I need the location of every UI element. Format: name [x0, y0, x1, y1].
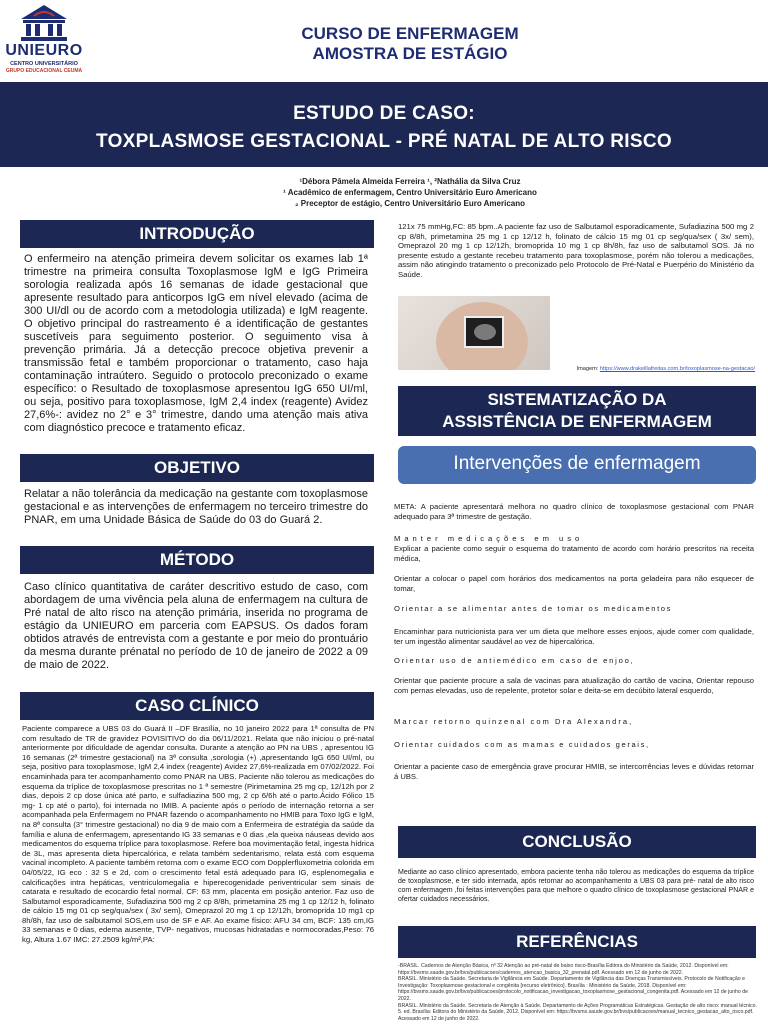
conclusao-heading: CONCLUSÃO	[398, 826, 756, 858]
objetivo-text: Relatar a não tolerância da medicação na gestante com toxoplasmose gestacional e as intervenções de enfermagem no terceiro trimestre do PNAR, em uma Unidade Básica de Saúde do 03 do Guará 2.	[24, 488, 368, 526]
course-title	[160, 24, 660, 64]
title-banner	[0, 82, 768, 167]
course-line-2: AMOSTRA DE ESTÁGIO	[312, 44, 508, 63]
metodo-text: Caso clínico quantitativa de caráter descritivo estudo de caso, com abordagem de uma vivência pela aluna de enfermagem na cultura de Pré natal de alto risco na atenção primária, inserida no programa de estágio da UNIEURO em parceria com EAPSUS. Os dados foram obtidos através de entrevista com a gestante e por meio do prontuário da mesma durante prénatal no período de 10 de janeiro de 2022 a 09 de maio de 2022.	[24, 581, 368, 671]
objetivo-heading: OBJETIVO	[20, 454, 374, 482]
sae-item-10: Orientar a paciente caso de emergência grave procurar HMIB, se intercorrências leves e dúvidas retornar á UBS.	[394, 762, 754, 781]
caso-clinico-continuation: 121x 75 mmHg,FC: 85 bpm..A paciente faz uso de Salbutamol esporadicamente, Sufadiazina 500 mg 2 cp 8/8h, primetamina 25 mg 1 cp 12/12 h, folinato de cálcio 15 mg 01 cp seg/qua/sex ( 3x/ sem), Omeprazol 20 mg 1 cp 12/12h, bromoprida 10 mg 1 cp 8h/8h, faz uso de salbutamol SOS. Já no presente estudo a gestante recebeu tratamento para toxoplasmose, porém não tolerou a medicações, assim não atingindo tratamento o preconizado pelo Protocolo de Pré-Natal e Puerpério do Ministério da Saúde.	[398, 222, 754, 279]
author-affiliation-1: ¹ Acadêmico de enfermagem, Centro Universitário Euro Americano	[283, 188, 537, 197]
sae-item-3: Orientar a colocar o papel com horários dos medicamentos na porta geladeira para não esquecer de tomar,	[394, 574, 754, 593]
image-source-link[interactable]: https://www.drakeillafreitas.com.br/toxoplasmose-na-gestacao/	[599, 366, 755, 372]
authors-names: ¹Débora Pâmela Almeida Ferreira ¹, ²Nathália da Silva Cruz	[299, 177, 521, 186]
image-caption-prefix: Imagem:	[576, 366, 600, 372]
title-line-2: TOXPLASMOSE GESTACIONAL - PRÉ NATAL DE ALTO RISCO	[96, 131, 672, 152]
introducao-text: O enfermeiro na atenção primeira devem solicitar os exames lab 1ª trimestre na primeira consulta Toxoplasmose IgM e IgG Primeira sorologia realizada após 16 semanas de idade gestacional que apresente resultado para anticorpos IgG em nível elevado (acima de 300 UI/dl ou de acordo com a metodologia utilizada) e IgM reagente. O objetivo principal do rastreamento é a identificação de gestantes suscetíveis para seguimento posterior. O seguimento visa à prevenção primária. Já a detecção precoce objetiva prevenir a transmissão fetal e também proporcionar o tratamento, caso haja contaminação intraútero. Seguido o protocolo preconizado o exame específico: o Resultado de toxoplasmose apresentou IgG 650 UI/ml, ou seja, positivo para toxoplasmose, IgM 2,4 index (reagente) Avidez 27,6%-: avidez no 2° e 3° trimestre, dando uma atenção mais ativa com diagnóstico precoce e tratamento eficaz.	[24, 253, 368, 434]
sae-item-1: Manter medicações em uso	[394, 534, 584, 543]
poster-title	[0, 100, 768, 156]
ultrasound-image-icon	[464, 316, 504, 348]
metodo-heading: MÉTODO	[20, 546, 374, 574]
introducao-heading: INTRODUÇÃO	[20, 220, 374, 248]
reference-item: -BRASIL. Cadernos de Atenção Básica, nº 32 Atenção ao pré-natal de baixo risco-Brasília Editora do Ministério da Saúde, 2012. Disponível em: https://bvsms.saude.gov.br/bvs/publicacoes/cadernos_atencao_basica_32_prenatal.pdf. Acessado em 12 de junho de 2022.	[398, 963, 729, 976]
ultrasound-photo	[398, 296, 550, 370]
sae-meta: META: A paciente apresentará melhora no quadro clínico de toxoplasmose gestacional com PNAR adequado para 3ª trimestre de gestação.	[394, 502, 754, 521]
sae-item-5: Encaminhar para nutricionista para ver um dieta que melhore esses enjoos, ajude comer com qualidade, ter um ingestão alimentar saudável ao vez de hipercalórica.	[394, 627, 754, 646]
poster-header	[0, 0, 768, 82]
caso-clinico-text: Paciente comparece a UBS 03 do Guará II –DF Brasília, no 10 janeiro 2022 para 1ª consulta de PN com resultado de TR de gravidez POVISITIVO do dia 06/11/2021. Relata que não iniciou o pré-natal anteriormente por dificuldade de agendar consulta. Durante a atenção ao PN na UBS , apresentou IG 16 semanas (2ª trimestre gestacional) na 3ª consulta ,sorologia (+) ,apresentando IgG 650 UI/ml, ou seja, positivo para toxoplasmose, IgM 2,4 index (reagente) Avidez 27,6%-realizada em 07/02/2022. Foi encaminhada para ter acompanhamento como PNAR na UBS. Paciente não tolerou as medicações do esquema da tríplice de toxoplasmose prescritas no 1 ª semestre (Pirimetamina 25 mg cp, 12/12h por 2 dias, depois 2 cp dose única até parto, e sulfadiazina 500 mg, 2 cp 6/6h até o parto.Ácido Fólico 15 mg- 1 cp até o parto), foi internada no IMIB. A paciente após o período de internação retorna a ser acompanhada pela Enfermagem no PNAR fazendo o acompanhamento no HMIB para Toxo IgG e IgM, na 8ª consulta (3° trimestre gestacional) no dia 9 de maio com a Enfermeira de estratégia da saúde da família e aluna de enfermagem, apresentando IG 33 semanas e 0 dias ,ela queixa náuseas devido aos medicamentos do esquema tríplice para toxoplasmose. Refere boa movimentação fetal, ingesta hídrica de 3L, mas apresenta dieta hipercalórica, e relata também sedentarismo, relata está com esquema vacinal incompleto. A paciente também retorna com o exame ECO com Dopplerfluxometria colorida em 04/05/22, IG eco : 32 S e 2d, com o crescimento fetal está adequado para IG, esplenomegalia e calcificações intra hepáticas, ventriculomegalia e hiperecogenidade periventricular sem sinais de catarata e resultado de ecocardio fetal normal. CF: 63 mm, placenta em posição anterior. Faz uso de Salbutamol esporadicamente, Sufadiazina 500 mg 2 cp 8/8h, primetamina 25 mg 1 cp 12/12 h, folinato de cálcio 15 mg 01 cp seg/qua/sex ( 3x/ sem), Omeprazol 20 mg 1 cp 12/12h, bromoprida 10 mg1 cp 8h/8h, faz uso de salbutamol SOS,em uso de SF e AF. Ao exame físico: AFU 34 cm, BCF: 135 cm,IG 33 semanas e 0 dias, edema ausente, TVP- negativos, mucosas hidratadas e normocoradas,Peso: 76 kg, Altura 1.67 IMC: 27.2509 kg/m²,PA:	[22, 724, 374, 945]
sae-item-8: Marcar retorno quinzenal com Dra Alexandra,	[394, 717, 634, 726]
reference-item: BRASIL. Ministério da Saúde. Secretaria de Atenção à Saúde. Departamento de Ações Programáticas Estratégicas. Gestação de alto risco: manual técnico. 5. ed. Brasília: Editora do Ministério da Saúde, 2012. Disponível em: https://bvsms.saude.gov.br/bvs/publicacoes/manual_tecnico_gestacao_alto_risco.pdf. Acessado em 12 de junho de 2022.	[398, 1002, 757, 1022]
logo-subtitle: CENTRO UNIVERSITÁRIO	[10, 61, 78, 67]
caso-clinico-heading: CASO CLÍNICO	[20, 692, 374, 720]
sae-item-2: Explicar a paciente como seguir o esquema do tratamento de acordo com horário prescritos na receita médica,	[394, 544, 754, 563]
course-line-1: CURSO DE ENFERMAGEM	[301, 24, 519, 43]
authors-block	[200, 176, 620, 209]
sae-item-4: Orientar a se alimentar antes de tomar os medicamentos	[394, 604, 673, 613]
sae-item-7: Orientar que paciente procure a sala de vacinas para atualização do cartão de vacina, Orientar repouso com pernas elevadas, uso de repelente, protetor solar e deita-se em decúbito lateral esquerdo,	[394, 676, 754, 695]
image-caption	[535, 366, 755, 372]
sae-heading-line-1: SISTEMATIZAÇÃO DA	[487, 390, 667, 409]
sae-item-6: Orientar uso de antiemédico em caso de enjoo,	[394, 656, 635, 665]
logo-name: UNIEURO	[5, 42, 83, 59]
sae-heading-line-2: ASSISTÊNCIA DE ENFERMAGEM	[442, 412, 712, 431]
sae-heading	[398, 386, 756, 436]
conclusao-text: Mediante ao caso clínico apresentado, embora paciente tenha não tolerou as medicações do esquema da tríplice de toxoplasmose, e ter sido internada, após retornar ao acompanhamento a UBS 03 para pré- natal de alto risco com enfermagem ,foi feitas intervenções para que melhore o quadro clínico de toxoplasmose gestacional PNAR e ofertar cuidados necessários.	[398, 869, 754, 903]
references-list	[398, 963, 758, 1022]
unieuro-logo	[4, 4, 84, 78]
referencias-heading: REFERÊNCIAS	[398, 926, 756, 958]
reference-item: BRASIL. Ministério da Saúde. Secretaria de Vigilância em Saúde. Departamento de Vigilância das Doenças Transmissíveis. Protocolo de Notificação e Investigação: Toxoplasmose gestacional e congênita [recurso eletrônico]. Brasília : Ministério da Saúde, 2018. Disponível em: https://bvsms.saude.gov.br/bvs/publicacoes/protocolo_notificacao_investigacao_toxoplasmose_gestacional_congenita.pdf. Acessado em 12 de junho de 2022.	[398, 976, 748, 1002]
building-icon	[18, 4, 70, 42]
intervencoes-subheading: Intervenções de enfermagem	[398, 446, 756, 484]
sae-item-9: Orientar cuidados com as mamas e cuidados gerais,	[394, 740, 650, 749]
author-affiliation-2: ₂ Preceptor de estágio, Centro Universitário Euro Americano	[295, 199, 525, 208]
title-line-1: ESTUDO DE CASO:	[293, 103, 475, 124]
logo-group: GRUPO EDUCACIONAL CEUMA	[5, 68, 83, 74]
